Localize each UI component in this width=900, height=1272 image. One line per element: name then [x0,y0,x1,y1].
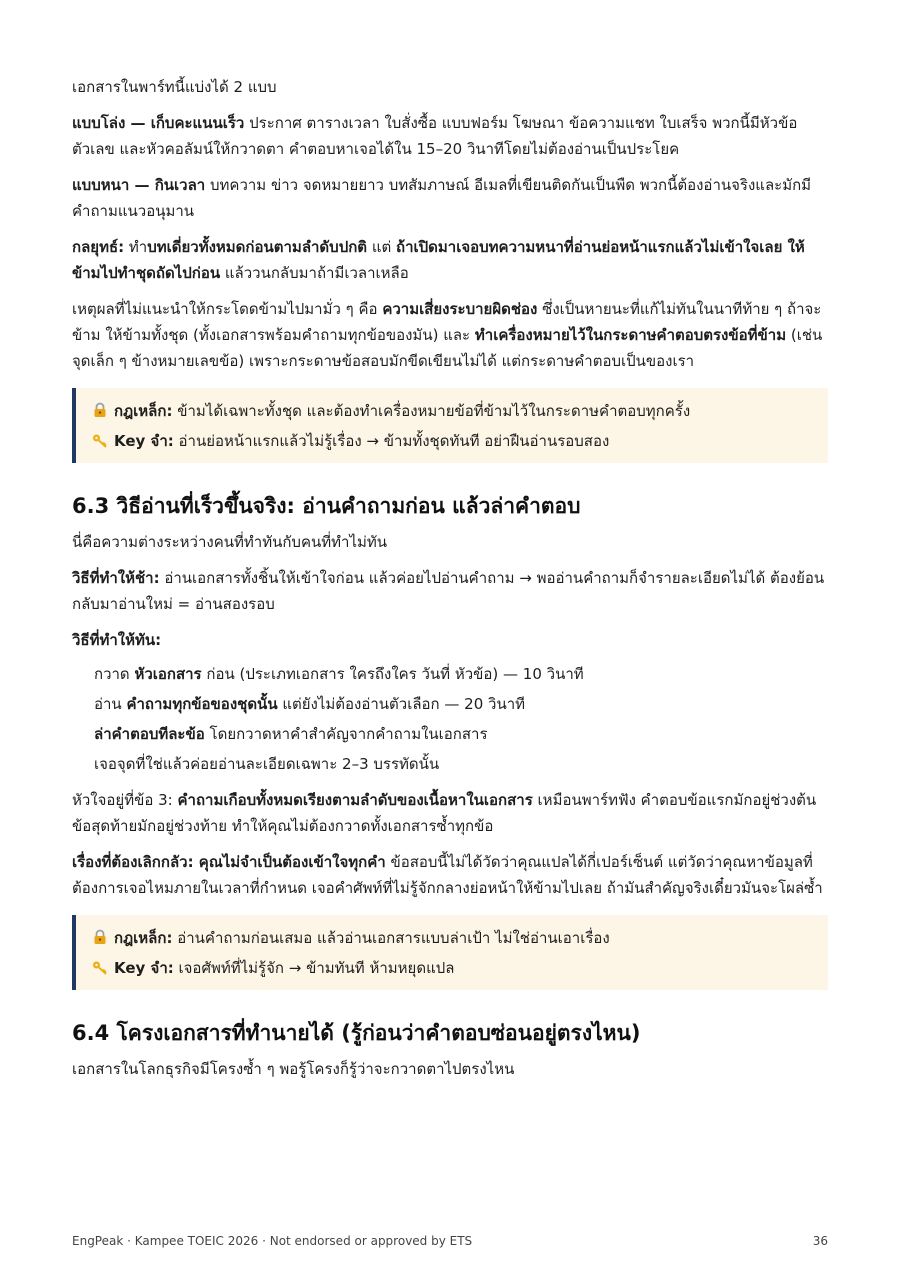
list-item: ล่าคำตอบทีละข้อ โดยกวาดหาคำสำคัญจากคำถามในเอกสาร [94,725,488,743]
slow-method-paragraph: วิธีที่ทำให้ช้า: อ่านเอกสารทั้งชิ้นให้เข้าใจก่อน แล้วค่อยไปอ่านคำถาม → พออ่านคำถามก็จำรายละเอียดไม่ได้ ต้องย้อนกลับมาอ่านใหม่ = อ่านสองรอบ [72,569,825,613]
page-number: 36 [812,1234,828,1248]
lock-icon [92,929,108,945]
section-6-3-intro: นี่คือความต่างระหว่างคนที่ทำทันกับคนที่ทำไม่ทัน [72,533,388,551]
key-icon [92,959,108,975]
fear-paragraph: เรื่องที่ต้องเลิกกลัว: คุณไม่จำเป็นต้องเข้าใจทุกคำ ข้อสอบนี้ไม่ได้วัดว่าคุณแปลได้กี่เปอร์เซ็นต์ แต่วัดว่าคุณหาข้อมูลที่ต้องการเจอไหมภายในเวลาที่กำหนด เจอคำศัพท์ที่ไม่รู้จักกลางย่อหน้าให้ข้ามไปเลย ถ้ามันสำคัญจริงเดี๋ยวมันจะโผล่ซ้ำ [72,853,823,897]
section-heading-6-4: 6.4 โครงเอกสารที่ทำนายได้ (รู้ก่อนว่าคำตอบซ่อนอยู่ตรงไหน) [72,1021,641,1045]
page-content [72,74,828,1092]
fast-method-steps [94,659,828,779]
type-heavy-paragraph: แบบหนา — กินเวลา บทความ ข่าว จดหมายยาว บทสัมภาษณ์ อีเมลที่เขียนติดกันเป็นพืด พวกนี้ต้องอ่านจริงและมักมีคำถามแนวอนุมาน [72,176,812,220]
section-6-4-intro: เอกสารในโลกธุรกิจมีโครงซ้ำ ๆ พอรู้โครงก็รู้ว่าจะกวาดตาไปตรงไหน [72,1060,515,1078]
key-line: Key จำ: เจอศัพท์ที่ไม่รู้จัก → ข้ามทันที ห้ามหยุดแปล [92,953,812,983]
intro-text: เอกสารในพาร์ทนี้แบ่งได้ 2 แบบ [72,78,277,96]
list-item: กวาด หัวเอกสาร ก่อน (ประเภทเอกสาร ใครถึงใคร วันที่ หัวข้อ) — 10 วินาที [94,665,584,683]
key-line: Key จำ: อ่านย่อหน้าแรกแล้วไม่รู้เรื่อง → ข้ามทั้งชุดทันที อย่าฝืนอ่านรอบสอง [92,426,812,456]
footer-credit: EngPeak · Kampee TOEIC 2026 · Not endorsed or approved by ETS [72,1234,473,1248]
fast-method-label: วิธีที่ทำให้ทัน: [72,631,162,649]
list-item: เจอจุดที่ใช่แล้วค่อยอ่านละเอียดเฉพาะ 2–3 บรรทัดนั้น [94,755,440,773]
section-heading-6-3: 6.3 วิธีอ่านที่เร็วขึ้นจริง: อ่านคำถามก่อน แล้วล่าคำตอบ [72,494,581,518]
reason-paragraph: เหตุผลที่ไม่แนะนำให้กระโดดข้ามไปมามั่ว ๆ คือ ความเสี่ยงระบายผิดช่อง ซึ่งเป็นหายนะที่แก้ไม่ทันในนาทีท้าย ๆ ถ้าจะข้าม ให้ข้ามทั้งชุด (ทั้งเอกสารพร้อมคำถามทุกข้อของมัน) และ ทำเครื่องหมายไว้ในกระดาษคำตอบตรงข้อที่ข้าม (เช่น จุดเล็ก ๆ ข้างหมายเลขข้อ) เพราะกระดาษข้อสอบมักขีดเขียนไม่ได้ แต่กระดาษคำตอบเป็นของเรา [72,300,823,370]
type-heavy-label: แบบหนา — กินเวลา [72,176,206,194]
page-footer [72,1234,828,1248]
rule-line: กฎเหล็ก: ข้ามได้เฉพาะทั้งชุด และต้องทำเครื่องหมายข้อที่ข้ามไว้ในกระดาษคำตอบทุกครั้ง [92,396,812,426]
heart-paragraph: หัวใจอยู่ที่ข้อ 3: คำถามเกือบทั้งหมดเรียงตามลำดับของเนื้อหาในเอกสาร เหมือนพาร์ทฟัง คำตอบข้อแรกมักอยู่ช่วงต้น ข้อสุดท้ายมักอยู่ช่วงท้าย ทำให้คุณไม่ต้องกวาดทั้งเอกสารซ้ำทุกข้อ [72,791,817,835]
rule-callout [72,915,828,990]
type-light-label: แบบโล่ง — เก็บคะแนนเร็ว [72,114,245,132]
rule-callout [72,388,828,463]
rule-line: กฎเหล็ก: อ่านคำถามก่อนเสมอ แล้วอ่านเอกสารแบบล่าเป้า ไม่ใช่อ่านเอาเรื่อง [92,923,812,953]
list-item: อ่าน คำถามทุกข้อของชุดนั้น แต่ยังไม่ต้องอ่านตัวเลือก — 20 วินาที [94,695,526,713]
type-light-paragraph: แบบโล่ง — เก็บคะแนนเร็ว ประกาศ ตารางเวลา ใบสั่งซื้อ แบบฟอร์ม โฆษณา ข้อความแชท ใบเสร็จ พวกนี้มีหัวข้อ ตัวเลข และหัวคอลัมน์ให้กวาดตา คำตอบหาเจอได้ใน 15–20 วินาทีโดยไม่ต้องอ่านเป็นประโยค [72,114,798,158]
strategy-label: กลยุทธ์: [72,238,125,256]
key-icon [92,432,108,448]
lock-icon [92,402,108,418]
strategy-paragraph: กลยุทธ์: ทำบทเดี่ยวทั้งหมดก่อนตามลำดับปกติ แต่ ถ้าเปิดมาเจอบทความหนาที่อ่านย่อหน้าแรกแล้วไม่เข้าใจเลย ให้ข้ามไปทำชุดถัดไปก่อน แล้ววนกลับมาถ้ามีเวลาเหลือ [72,238,805,282]
